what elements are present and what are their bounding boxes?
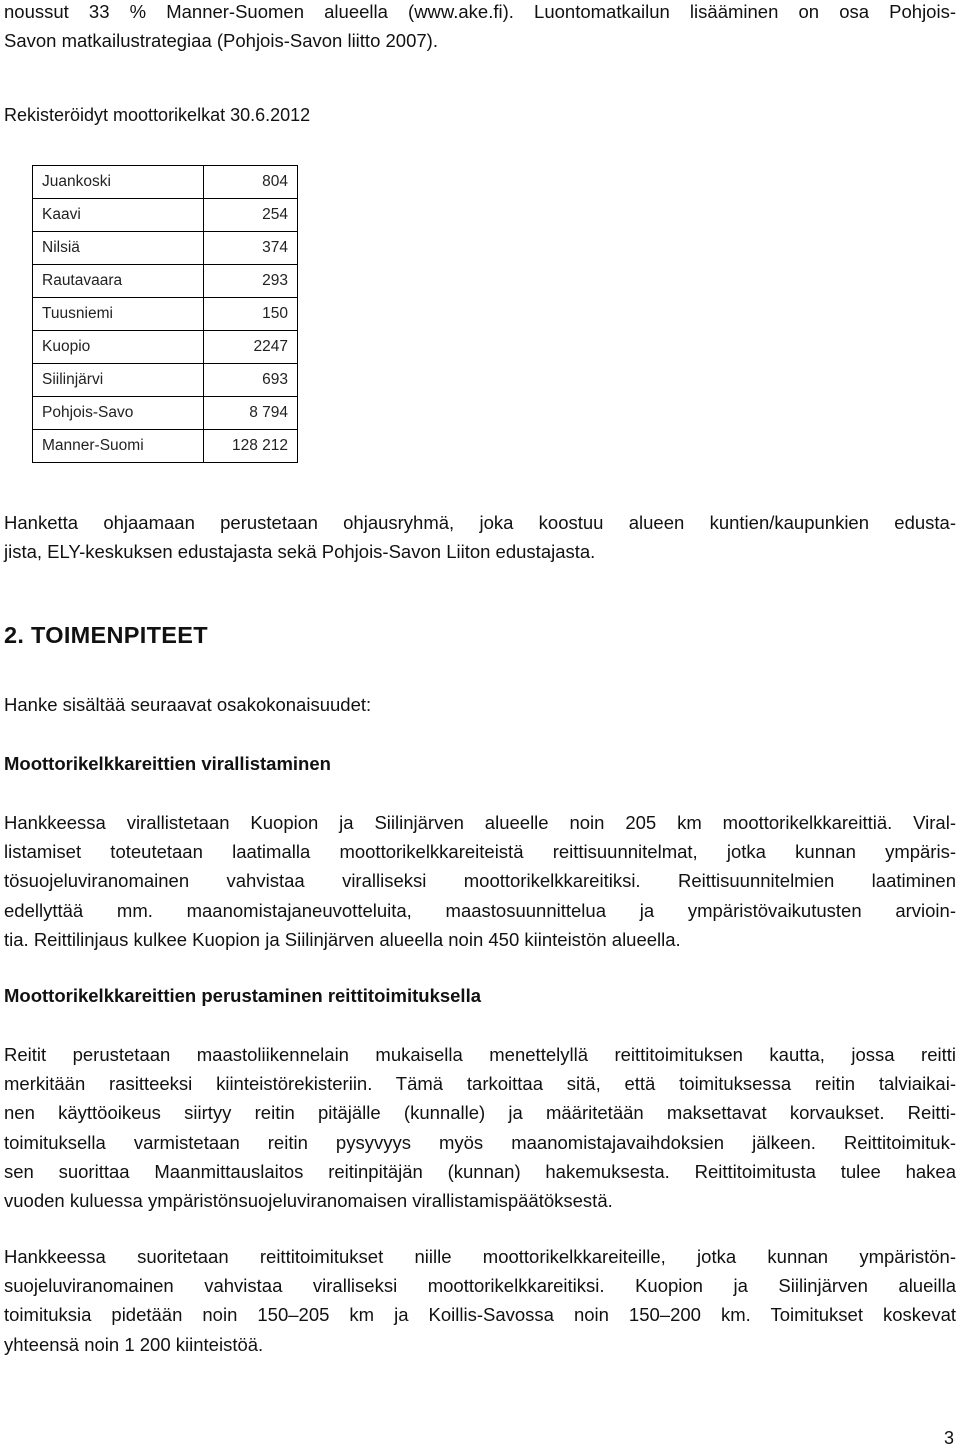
paragraph-line: toimituksella varmistetaan reitin pysyvyys myös maanomistajavaihdoksien jälkeen. Reittitoimituk- <box>4 1131 956 1153</box>
table-row <box>33 265 298 298</box>
paragraph-line: Savon matkailustrategiaa (Pohjois-Savon liitto 2007). <box>4 30 438 52</box>
steering-group-paragraph <box>4 508 956 566</box>
count-cell: 693 <box>204 364 298 397</box>
count-cell: 804 <box>204 166 298 199</box>
paragraph-line: Hankkeessa virallistetaan Kuopion ja Siilinjärven alueelle noin 205 km moottorikelkkareittiä. Viral- <box>4 812 956 833</box>
count-cell: 2247 <box>204 331 298 364</box>
municipality-cell: Kuopio <box>33 331 204 364</box>
registered-snowmobiles-table <box>32 165 298 463</box>
paragraph-line: Hankkeessa suoritetaan reittitoimitukset niille moottorikelkkareiteille, jotka kunnan ympäristön- <box>4 1246 956 1267</box>
paragraph-line: yhteensä noin 1 200 kiinteistöä. <box>4 1333 264 1355</box>
subsection2-paragraph2 <box>4 1242 956 1359</box>
paragraph-line: noussut 33 % Manner-Suomen alueella (www.ake.fi). Luontomatkailun lisääminen on osa Pohjois- <box>4 1 956 22</box>
municipality-cell: Juankoski <box>33 166 204 199</box>
paragraph-line: Reitit perustetaan maastoliikennelain mukaisella menettelyllä reittitoimituksen kautta, jossa reitti <box>4 1044 956 1065</box>
table-row <box>33 331 298 364</box>
subsection-heading-reittitoimitus: Moottorikelkkareittien perustaminen reittitoimituksella <box>4 985 481 1006</box>
paragraph-line: suojeluviranomainen vahvistaa viralliseksi moottorikelkkareitiksi. Kuopion ja Siilinjärven alueilla <box>4 1275 956 1297</box>
municipality-cell: Rautavaara <box>33 265 204 298</box>
count-cell: 293 <box>204 265 298 298</box>
subsection-heading-virallistaminen: Moottorikelkkareittien virallistaminen <box>4 753 331 774</box>
top-paragraph <box>4 0 956 55</box>
paragraph-line: sen suorittaa Maanmittauslaitos reitinpitäjän (kunnan) hakemuksesta. Reittitoimitusta tulee hakea <box>4 1160 956 1182</box>
paragraph-line: toimituksia pidetään noin 150–205 km ja Koillis-Savossa noin 150–200 km. Toimitukset koskevat <box>4 1304 956 1326</box>
paragraph-line: vuoden kuluessa ympäristönsuojeluviranomaisen virallistamispäätöksestä. <box>4 1190 613 1212</box>
paragraph-line: listamiset toteutetaan laatimalla moottorikelkkareiteistä reittisuunnitelmat, jotka kunnan ympäris- <box>4 841 956 863</box>
section-heading: 2. TOIMENPITEET <box>4 622 208 648</box>
municipality-cell: Pohjois-Savo <box>33 397 204 430</box>
count-cell: 374 <box>204 232 298 265</box>
paragraph-line: nen käyttöoikeus siirtyy reitin pitäjälle (kunnalle) ja määritetään maksettavat korvaukset. Reitti- <box>4 1102 956 1124</box>
subsection1-paragraph <box>4 808 956 954</box>
municipality-cell: Kaavi <box>33 199 204 232</box>
count-cell: 254 <box>204 199 298 232</box>
municipality-cell: Manner-Suomi <box>33 430 204 463</box>
paragraph-line: merkitään rasitteeksi kiinteistörekisteriin. Tämä tarkoittaa sitä, että toimituksessa reitin talviaikai- <box>4 1073 956 1095</box>
section-intro: Hanke sisältää seuraavat osakokonaisuudet: <box>4 694 372 715</box>
subsection2-paragraph1 <box>4 1040 956 1215</box>
count-cell: 128 212 <box>204 430 298 463</box>
paragraph-line: jista, ELY-keskuksen edustajasta sekä Pohjois-Savon Liiton edustajasta. <box>4 541 596 563</box>
table-row <box>33 430 298 463</box>
table-row <box>33 232 298 265</box>
paragraph-line: edellyttää mm. maanomistajaneuvotteluita, maastosuunnittelua ja ympäristövaikutusten arvioin- <box>4 899 956 921</box>
paragraph-line: tösuojeluviranomainen vahvistaa viralliseksi moottorikelkkareitiksi. Reittisuunnitelmien laatiminen <box>4 870 956 892</box>
table-row <box>33 199 298 232</box>
count-cell: 8 794 <box>204 397 298 430</box>
table-row <box>33 166 298 199</box>
paragraph-line: tia. Reittilinjaus kulkee Kuopion ja Siilinjärven alueella noin 450 kiinteistön alueella. <box>4 928 681 950</box>
table-row <box>33 397 298 430</box>
table-title: Rekisteröidyt moottorikelkat 30.6.2012 <box>4 105 311 125</box>
count-cell: 150 <box>204 298 298 331</box>
page-number: 3 <box>943 1428 954 1448</box>
table-row <box>33 298 298 331</box>
municipality-cell: Siilinjärvi <box>33 364 204 397</box>
municipality-cell: Tuusniemi <box>33 298 204 331</box>
paragraph-line: Hanketta ohjaamaan perustetaan ohjausryhmä, joka koostuu alueen kuntien/kaupunkien edusta- <box>4 512 956 533</box>
municipality-cell: Nilsiä <box>33 232 204 265</box>
table-row <box>33 364 298 397</box>
